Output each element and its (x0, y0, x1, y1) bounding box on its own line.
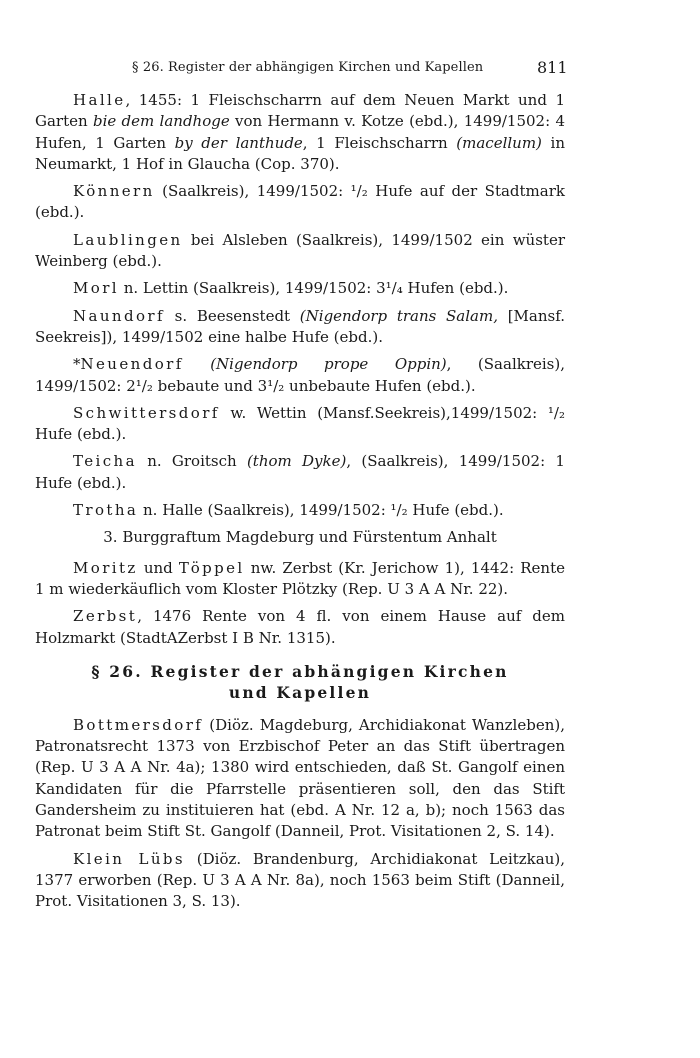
place-name: Teicha (73, 452, 137, 471)
place-name: Laublingen (73, 230, 183, 249)
place-name: Klein Lübs (73, 849, 186, 868)
entry-koennern: Könnern (Saalkreis), 1499/1502: ¹/₂ Hufe auf der Stadtmark (ebd.). (35, 182, 565, 222)
entry-laublingen: Laublingen bei Alsleben (Saalkreis), 1499/1502 ein wüster Weinberg (ebd.). (35, 230, 565, 271)
latin-phrase: by der lanthude (174, 133, 303, 152)
place-name: Trotha (73, 501, 139, 520)
place-name: Schwittersdorf (73, 403, 220, 422)
entry-trotha: Trotha n. Halle (Saalkreis), 1499/1502: ¹/₂ Hufe (ebd.). (73, 501, 504, 520)
entry-halle: Halle, 1455: 1 Fleischscharrn auf dem Neuen Markt und 1 Garten bie dem landhoge von Hermann v. Kotze (ebd.), 1499/1502: 4 Hufen, 1 Garten by der lanthude, 1 Fleischscharrn (macellum) in Neumarkt, 1 Hof in Glaucha (Cop. 370). (35, 91, 565, 173)
entry-zerbst: Zerbst, 1476 Rente von 4 fl. von einem Hause auf dem Holzmarkt (StadtAZerbst I B Nr. 1315). (35, 607, 565, 647)
place-name: Könnern (73, 182, 155, 201)
latin-phrase: (macellum) (456, 133, 542, 152)
entry-teicha: Teicha n. Groitsch (thom Dyke), (Saalkreis), 1499/1502: 1 Hufe (ebd.). (35, 452, 565, 492)
place-name: Moritz (73, 558, 138, 577)
running-head-title: § 26. Register der abhängigen Kirchen und Kapellen (132, 60, 484, 75)
entry-morl: Morl n. Lettin (Saalkreis), 1499/1502: 3¹/₄ Hufen (ebd.). (73, 279, 509, 298)
entry-schwittersdorf: Schwittersdorf w. Wettin (Mansf.Seekreis),1499/1502: ¹/₂ Hufe (ebd.). (35, 403, 565, 444)
place-name: Neuendorf (80, 355, 184, 374)
subsection-heading: 3. Burggraftum Magdeburg und Fürstentum Anhalt (103, 528, 497, 547)
entry-moritz-toeppel: Moritz und Töppel nw. Zerbst (Kr. Jerichow 1), 1442: Rente 1 m wiederkäuflich vom Kloster Plötzky (Rep. U 3 A A Nr. 22). (35, 558, 565, 598)
entry-bottmersdorf: Bottmersdorf (Diöz. Magdeburg, Archidiakonat Wanzleben), Patronatsrecht 1373 von Erzbischof Peter an das Stift übertragen (Rep. U 3 A A Nr. 4a); 1380 wird entschieden, daß St. Gangolf einen Kandidaten für die Pfarrstelle präsentieren soll, den das Stift Gandersheim zu instituieren hat (ebd. A Nr. 12 a, b); noch 1563 das Patronat beim Stift St. Gangolf (Danneil, Prot. Visitationen 2, S. 14). (35, 715, 565, 841)
latin-phrase: (Nigendorp prope Oppin) (210, 355, 447, 374)
running-head (0, 56, 700, 80)
page-number: 811 (537, 58, 568, 77)
place-name: Naundorf (73, 306, 165, 325)
section-heading (35, 661, 565, 703)
place-name: Zerbst (73, 607, 138, 626)
section-heading-line: § 26. Register der abhängigen Kirchen (91, 661, 509, 681)
entry-neuendorf: *Neuendorf (Nigendorp prope Oppin), (Saalkreis), 1499/1502: 2¹/₂ bebaute und 3¹/₂ unbebaute Hufen (ebd.). (35, 355, 565, 395)
latin-phrase: bie dem landhoge (92, 112, 230, 131)
section-heading-line: und Kapellen (228, 682, 372, 702)
page-body (35, 90, 565, 919)
extinct-marker: * (73, 355, 81, 374)
entry-naundorf: Naundorf s. Beesenstedt (Nigendorp trans Salam, [Mansf. Seekreis]), 1499/1502 eine halbe Hufe (ebd.). (35, 306, 565, 346)
place-name: Morl (73, 279, 119, 298)
place-name: Töppel (178, 558, 245, 577)
entry-klein-luebs: Klein Lübs (Diöz. Brandenburg, Archidiakonat Leitzkau), 1377 erworben (Rep. U 3 A A Nr. 8a), noch 1563 beim Stift (Danneil, Prot. Visitationen 3, S. 13). (35, 849, 565, 911)
latin-phrase: (thom Dyke) (246, 452, 347, 471)
latin-phrase: (Nigendorp trans Salam, (299, 306, 498, 325)
place-name: Halle (73, 91, 126, 109)
place-name: Bottmersdorf (73, 715, 204, 734)
